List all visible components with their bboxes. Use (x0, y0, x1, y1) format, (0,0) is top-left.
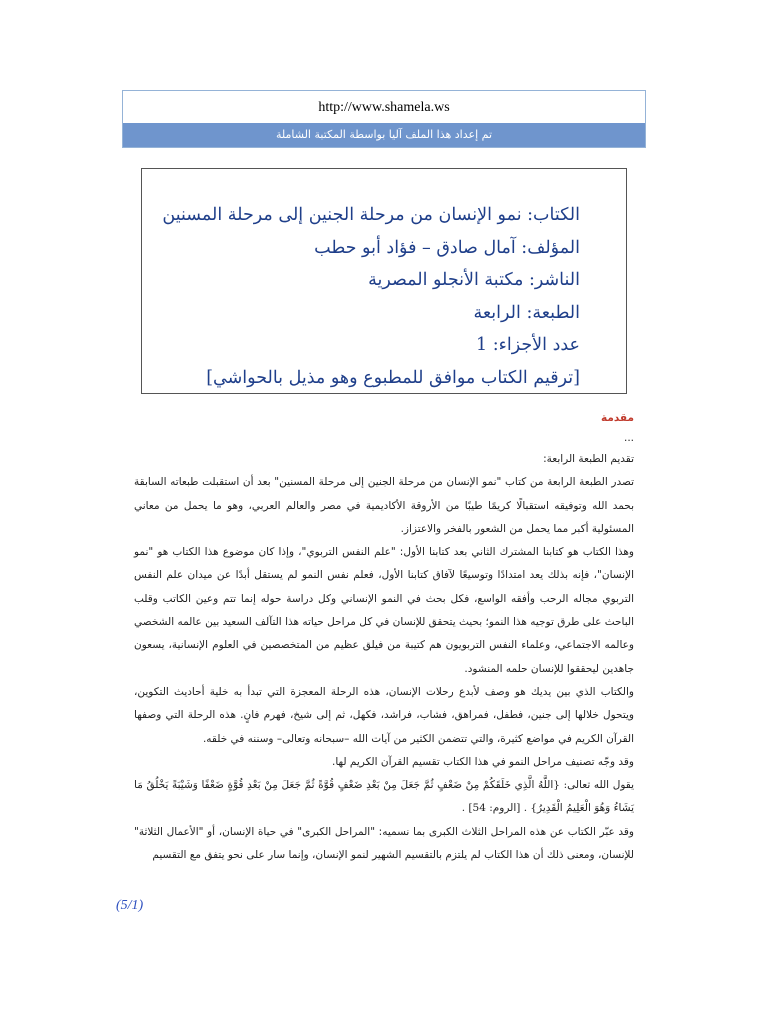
book-author: المؤلف: آمال صادق – فؤاد أبو حطب (314, 237, 580, 258)
quran-verse-paragraph: يقول الله تعالى: {اللَّهُ الَّذِي خَلَقَكُمْ مِنْ ضَعْفٍ ثُمَّ جَعَلَ مِنْ بَعْدِ ضَعْفٍ قُوَّةً ثُمَّ جَعَلَ مِنْ بَعْدِ قُوَّةٍ ضَعْفًا وَشَيْبَةً يَخْلُقُ مَا يَشَاءُ وَهُوَ الْعَلِيمُ الْقَدِيرُ} . [الروم: 54] . (134, 779, 634, 815)
document-body (134, 400, 634, 867)
paragraph-2: وهذا الكتاب هو كتابنا المشترك الثاني بعد كتابنا الأول: "علم النفس التربوي"، وإذا كان موضوع هذا الكتاب هو "نمو الإنسان"، فإنه بذلك يعد امتدادًا وتوسيعًا لآفاق كتابنا الأول، فعلم نفس النمو لم يستقل أبدًا عن ميدان علم النفس التربوي مجاله الرحب وأفقه الواسع، فكل بحث في النمو الإنساني وكل دراسة حوله إنما تتم وعين الكاتب وقلب الباحث على طرق توجيه هذا النمو؛ بحيث يتحقق للإنسان في كل مراحل حياته هذا التآلف السعيد بين عالمه الشخصي وعالمه الاجتماعي، وعلماء النفس التربويون هم كتيبة من فيلق عظيم من المتخصصين في العلوم الإنسانية، يسعون جاهدين ليحققوا للإنسان حلمه المنشود. (134, 546, 634, 675)
book-parts: عدد الأجزاء: 1 (476, 335, 580, 355)
paragraph-3: والكتاب الذي بين يديك هو وصف لأبدع رحلات الإنسان، هذه الرحلة المعجزة التي تبدأ به خلية أحاديث التكوين، ويتحول خلالها إلى جنين، فطفل، فمراهق، فشاب، فراشد، فكهل، ثم إلى شيخ، فهرم فانٍ. هذه الرحلة التي وصفها القرآن الكريم في مواضع كثيرة، والتي تتضمن الكثير من آيات الله –سبحانه وتعالى– وسننه في خلقه. (134, 685, 634, 745)
book-info-box (141, 168, 627, 394)
paragraph-6: وقد عبّر الكتاب عن هذه المراحل الثلاث الكبرى بما نسميه: "المراحل الكبرى" في حياة الإنسان، أو "الأعمال الثلاثة" للإنسان، ومعنى ذلك أن هذا الكتاب لم يلتزم بالتقسيم الشهير لنمو الإنسان، وإنما سار على نحو يتفق مع التقسيم (134, 825, 634, 862)
page-number: (5/1) (116, 898, 144, 913)
source-header (122, 90, 646, 148)
book-publisher: الناشر: مكتبة الأنجلو المصرية (368, 270, 580, 290)
book-edition: الطبعة: الرابعة (473, 302, 580, 323)
book-note: [ترقيم الكتاب موافق للمطبوع وهو مذيل بالحواشي] (206, 367, 580, 388)
shamela-banner: تم إعداد هذا الملف آليا بواسطة المكتبة الشاملة (123, 123, 645, 147)
ellipsis-line: ... (623, 432, 634, 444)
book-title: الكتاب: نمو الإنسان من مرحلة الجنين إلى مرحلة المسنين (162, 205, 580, 225)
subheading: تقديم الطبعة الرابعة: (543, 453, 634, 465)
paragraph-1: تصدر الطبعة الرابعة من كتاب "نمو الإنسان من مرحلة الجنين إلى مرحلة المسنين" بعد أن استقبلت طبعاته السابقة بحمد الله وتوفيقه استقبالًا كريمًا طيبًا من الأروقة الأكاديمية في مصر والعالم العربي، وهو ما يحمل من معاني المسئولية أكبر مما يحمل من الشعور بالفخر والاعتزاز. (134, 476, 634, 535)
paragraph-4: وقد وجّه تصنيف مراحل النمو في هذا الكتاب تقسيم القرآن الكريم لها. (331, 755, 634, 768)
source-url[interactable]: http://www.shamela.ws (123, 91, 645, 124)
section-heading: مقدمة (601, 412, 634, 424)
